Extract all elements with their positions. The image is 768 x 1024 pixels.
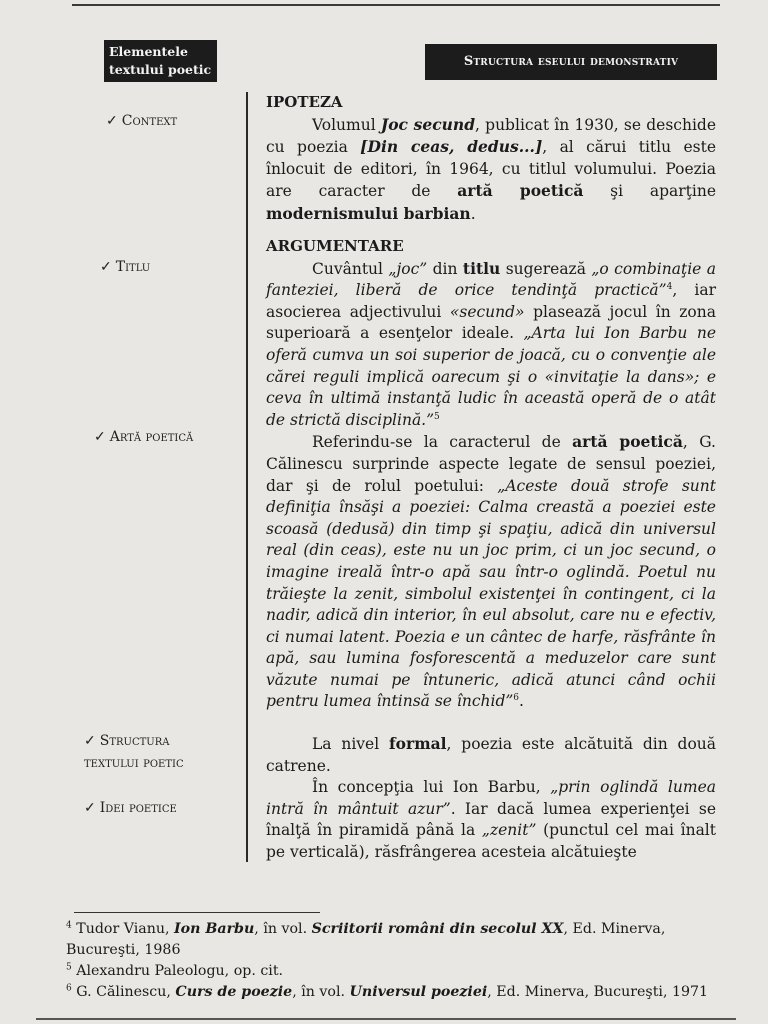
- label-text: Structura eseului demonstrativ: [463, 54, 679, 69]
- checkmark-icon: ✓: [94, 429, 106, 445]
- argumentare-section: [266, 236, 716, 713]
- footnote-6: $^6$ G. Călinescu, Curs de poezie, în vol. Universul poeziei, Ed. Minerva, Bucureşti, 1971: [66, 983, 709, 1000]
- checkmark-icon: ✓: [100, 259, 112, 275]
- footnote-ref: 4: [666, 282, 673, 293]
- top-rule: [72, 4, 720, 6]
- margin-note-label: Titlu: [115, 259, 151, 275]
- footnote-4: $^4$ Tudor Vianu, Ion Barbu, în vol. Scriitorii români din secolul XX, Ed. Minerva, Bucureşti, 1986: [66, 920, 666, 958]
- margin-note-label: Context: [121, 113, 178, 129]
- footnote-ref: 5: [434, 411, 440, 422]
- argumentare-continued: [266, 733, 716, 864]
- section-label-left: [104, 40, 217, 82]
- checkmark-icon: ✓: [84, 800, 96, 816]
- margin-note-label: Artă poetică: [109, 429, 194, 445]
- bottom-rule: [36, 1018, 736, 1020]
- margin-note-structura: [84, 730, 184, 774]
- footnote-ref: 6: [513, 693, 520, 704]
- label-line: Elementele: [109, 44, 188, 59]
- label-line: textului poetic: [109, 62, 212, 77]
- margin-note-label: Idei poetice: [99, 800, 177, 816]
- checkmark-icon: ✓: [106, 113, 118, 129]
- footnote-separator: [74, 912, 320, 913]
- margin-note-arta-poetica: [94, 426, 193, 448]
- section-heading: ARGUMENTARE: [266, 237, 404, 255]
- ipoteza-section: [266, 92, 716, 226]
- paragraph: Referindu-se la caracterul de artă poetică, G. Călinescu surprinde aspecte legate de sensul poeziei, dar şi de rolul poetului: „Aceste două strofe sunt definiţia însăşi a poeziei: Calma creastă a poeziei este scoasă (dedusă) din timp şi spaţiu, adică din universul real (din ceas), este nu un joc prim, ci un joc secund, o imagine ireală într-o apă sau într-o oglindă. Poetul nu trăieşte la zenit, simbolul existenţei în contingent, ci la nadir, adică din interior, în eul absolut, care nu e efectiv, ci numai latent. Poezia e un cântec de harfe, răsfrânte în apă, sau lumina fosforescentă a meduzelor care sunt văzute numai pe întuneric, adică atunci când ochii pentru lumea întinsă se închid”$^6$.: [266, 432, 716, 711]
- checkmark-icon: ✓: [84, 733, 96, 749]
- section-label-right: [425, 44, 717, 80]
- paragraph: Volumul Joc secund, publicat în 1930, se deschide cu poezia [Din ceas, dedus...], al cărui titlu este înlocuit de editori, în 1964, cu titlul volumului. Poezia are caracter de artă poetică şi aparţine modernismului barbian.: [266, 114, 716, 223]
- margin-note-label: Structura: [99, 733, 170, 749]
- margin-note-label: textului poetic: [84, 755, 184, 771]
- section-heading: IPOTEZA: [266, 93, 343, 111]
- column-divider: [246, 92, 248, 862]
- paragraph: La nivel formal, poezia este alcătuită din două catrene.: [266, 734, 716, 775]
- paragraph: Cuvântul „joc” din titlu sugerează „o combinaţie a fanteziei, liberă de orice tendinţă practică”$^4$, iar asocierea adjectivului «secund» plasează jocul în zona superioară a esenţelor ideale. „Arta lui Ion Barbu ne oferă cumva un soi superior de joacă, cu o convenţie ale cărei reguli implică oarecum şi o «invitaţie la dans»; e ceva în ultimă instanţă ludic în această operă de o atât de strictă disciplină.”$^5$: [266, 258, 717, 429]
- margin-note-titlu: [100, 256, 150, 278]
- footnote-5: $^5$ Alexandru Paleologu, op. cit.: [66, 962, 284, 979]
- footnotes: [66, 919, 722, 1003]
- paragraph: În concepţia lui Ion Barbu, „prin oglindă lumea intră în mântuit azur”. Iar dacă lumea experienţei se înalţă în piramidă până la „zenit” (punctul cel mai înalt pe verticală), răsfrângerea acesteia alcătuieşte: [266, 778, 716, 861]
- margin-note-context: [106, 110, 177, 132]
- margin-note-idei-poetice: [84, 797, 177, 819]
